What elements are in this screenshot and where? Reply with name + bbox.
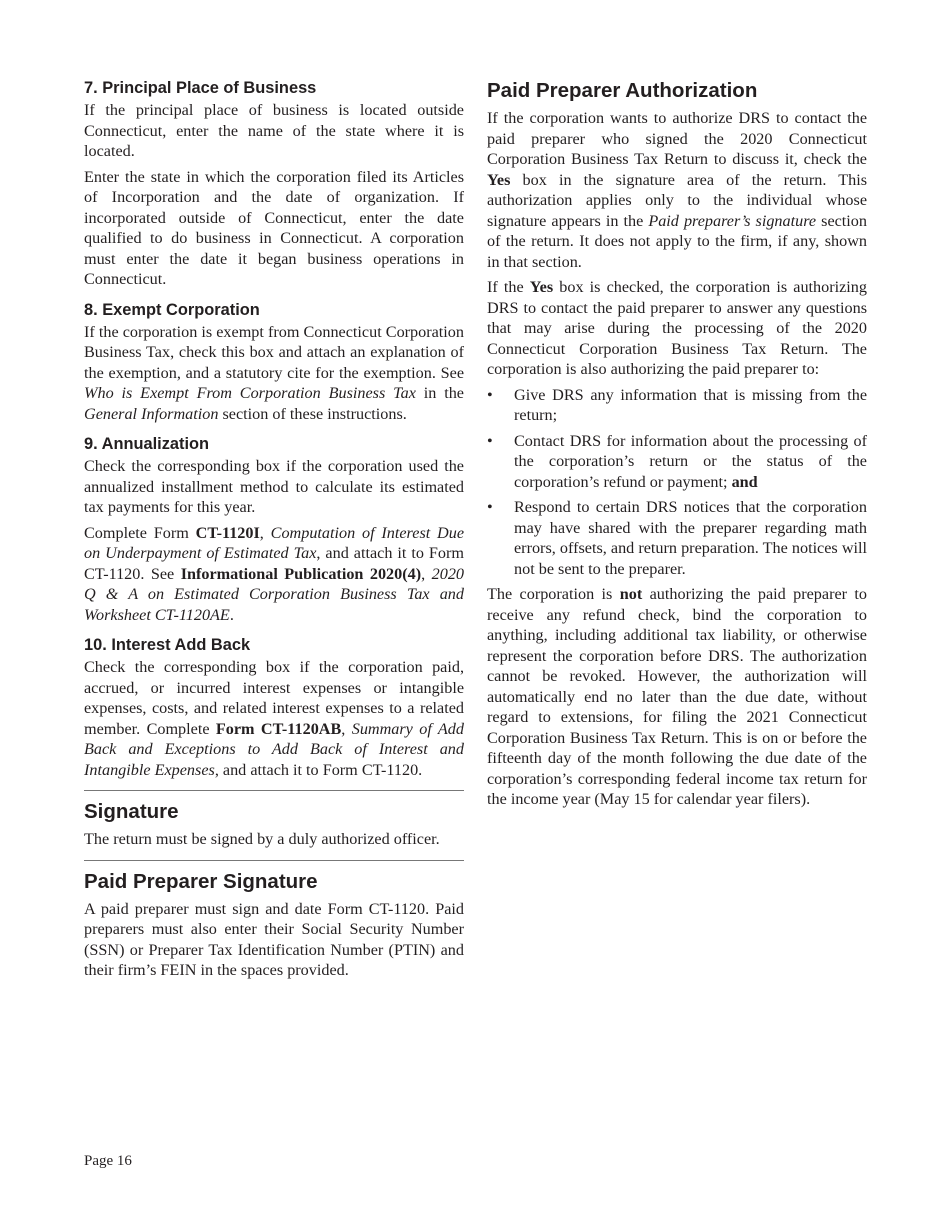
paragraph: The return must be signed by a duly authorized officer. [84,830,440,848]
text-run: Check the corresponding box if the corporation paid, accrued, or incurred interest expenses or intangible expenses, costs, and related interest expenses to a related member. Complete [84,658,464,738]
section-paid-preparer-signature [84,869,464,981]
text-run: authorizing the paid preparer to receive any refund check, bind the corporation to anything, including additional tax liability, or otherwise represent the corporation before DRS. The authorization cannot be revoked. However, the authorization will automatically end no later than the due date, without regard to extensions, for filing the 2021 Connecticut Corporation Business Tax Return. This is on or before the fifteenth day of the month following the due date of the corporation’s corresponding federal income tax return for the income year (May 15 for calendar year filers). [487,585,868,808]
right-column [487,78,867,815]
section-interest-add-back [84,635,464,780]
section-heading: 8. Exempt Corporation [84,300,260,319]
text-run: box in the signature area of the return. This authorization applies only to the individual whose signature appears in the [487,170,867,230]
italic-title: Who is Exempt From Corporation Business Tax [84,384,416,402]
paragraph: Enter the state in which the corporation filed its Articles of Incorporation and the date of organization. If incorporated outside of Connecticut, enter the date qualified to do business in Connecticut. A corporation must enter the date it began business operations in Connecticut. [84,167,464,288]
authorization-list [487,385,867,580]
bullet-icon: • [487,498,493,516]
text-run: Complete Form [84,523,196,542]
text-run: in the [415,384,464,402]
section-principal-place [84,78,464,290]
list-item-text: Respond to certain DRS notices that the corporation may have shared with the preparer regarding math errors, offsets, and return preparation. The notices will not be sent to the preparer. [514,498,867,578]
divider [84,860,464,861]
section-annualization [84,434,464,625]
italic-title: Paid preparer’s signature [648,211,817,230]
section-heading: 10. Interest Add Back [84,636,251,654]
form-name: CT-1120I [195,523,260,542]
text-run: If the [487,278,530,296]
text-run: , [421,564,432,583]
section-heading-large: Signature [84,800,179,823]
paragraph [487,277,867,380]
publication-name: Informational Publication 2020(4) [180,564,422,583]
text-run: , and attach it to Form CT-1120. [214,760,423,779]
paragraph: A paid preparer must sign and date Form CT-1120. Paid preparers must also enter their Social Security Number (SSN) or Preparer Tax Identification Number (PTIN) and their firm’s FEIN in the spaces provided. [84,899,464,979]
text-run: The corporation is [487,585,620,603]
divider [84,790,464,791]
section-heading: 9. Annualization [84,435,210,453]
list-item-text: Contact DRS for information about the processing of the corporation’s return or the status of the corporation’s refund or payment; [514,431,867,491]
section-heading-large: Paid Preparer Signature [84,869,318,893]
paragraph [84,322,464,425]
text-run: , [259,523,271,542]
left-column [84,78,464,991]
bold-word: not [619,585,643,603]
bullet-icon: • [487,385,493,404]
page-number: Page 16 [84,1153,132,1169]
italic-title: General Information [84,404,219,423]
text-run: If the corporation is exempt from Connecticut Corporation Business Tax, check this box and attach an explanation of the exemption, and a statutory cite for the exemption. See [84,322,464,382]
text-run: If the corporation wants to authorize DRS to contact the paid preparer who signed the 2020 Connecticut Corporation Business Tax Return to discuss it, check the [487,109,867,168]
bold-word: Yes [529,278,554,296]
section-heading-large: Paid Preparer Authorization [487,79,758,102]
text-run: , [341,719,352,738]
text-run: section of the return. It does not apply to the firm, if any, shown in that section. [487,211,867,271]
paragraph [487,584,867,810]
italic-title: Computation of Interest Due on Underpayment of Estimated Tax [84,523,465,562]
section-signature [84,799,464,850]
list-item [487,431,867,493]
italic-title: Summary of Add Back and Exceptions to Add Back of Interest and Intangible Expenses [84,719,464,779]
form-name: Form CT-1120AB [215,719,342,738]
bold-word: Yes [487,170,511,189]
bold-word: and [731,472,758,491]
paragraph [487,108,867,272]
list-item-text: Give DRS any information that is missing from the return; [514,385,867,424]
paragraph [84,657,464,780]
paragraph: If the principal place of business is located outside Connecticut, enter the name of the state where it is located. [84,101,464,160]
section-exempt-corporation [84,300,464,425]
text-run: . [229,605,234,624]
paragraph: Check the corresponding box if the corporation used the annualized installment method to calculate its estimated tax payments for this year. [84,457,464,516]
italic-title: 2020 Q & A on Estimated Corporation Business Tax and Worksheet CT-1120AE [84,564,464,624]
text-run: box is checked, the corporation is authorizing DRS to contact the paid preparer to answer any questions that may arise during the processing of the 2020 Connecticut Corporation Business Tax Return. The corporation is also authorizing the paid preparer to: [487,278,867,378]
bullet-icon: • [487,431,493,450]
text-run: section of these instructions. [218,404,407,423]
paragraph [84,523,464,626]
text-run: , and attach it to Form CT-1120. See [84,544,464,583]
list-item [487,497,867,579]
section-heading: 7. Principal Place of Business [84,79,317,97]
list-item [487,385,867,426]
